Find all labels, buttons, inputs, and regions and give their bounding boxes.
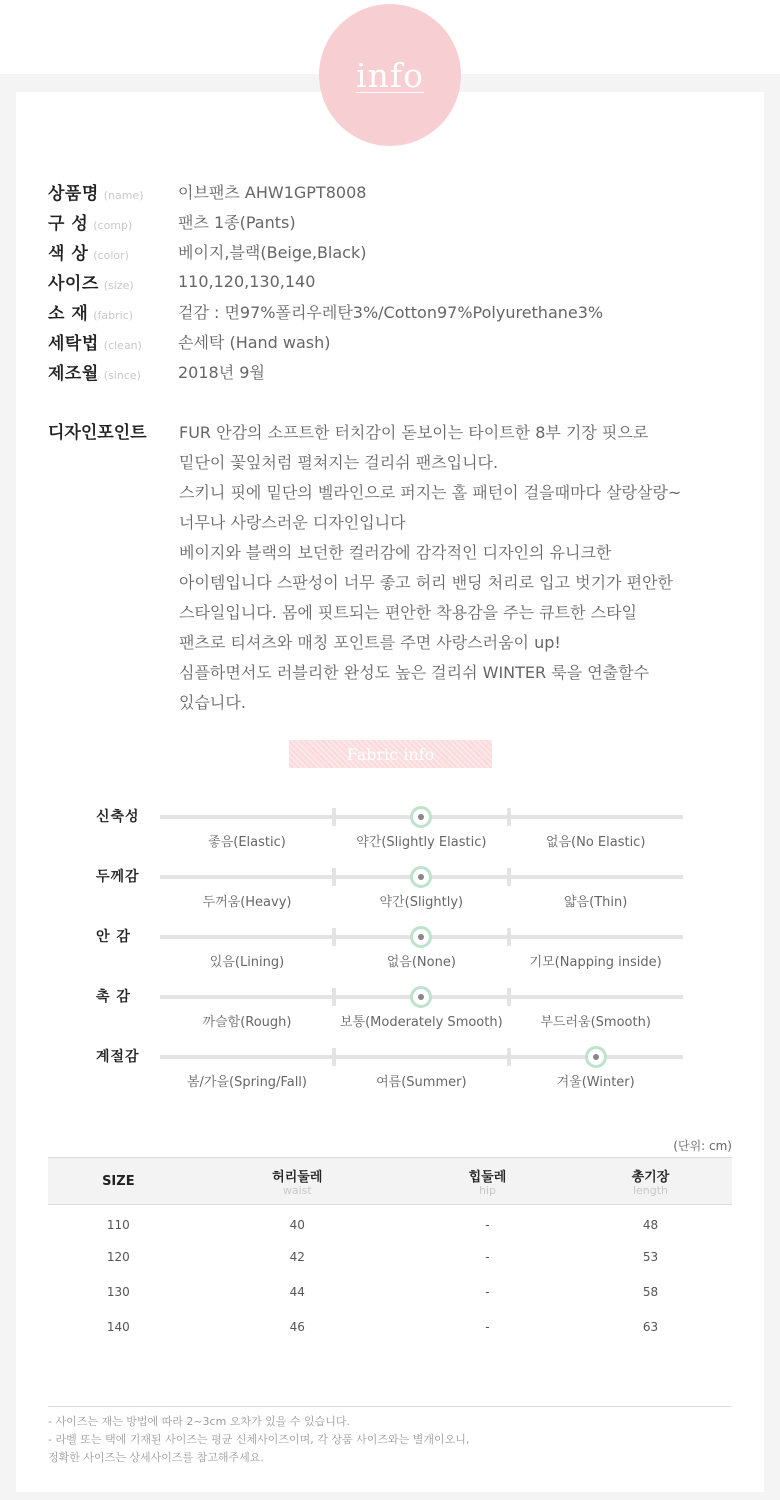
design-point-label: 디자인포인트 xyxy=(48,423,147,443)
spec-row xyxy=(48,326,331,356)
fabric-option: 좋음(Elastic) xyxy=(208,835,286,850)
spec-label xyxy=(48,239,178,264)
design-line: 있습니다. xyxy=(179,693,246,712)
spec-label-en: (since) xyxy=(103,368,141,382)
size-header-ko: 힙둘레 xyxy=(468,1169,507,1185)
fabric-option: 없음(None) xyxy=(386,955,456,970)
table-cell: - xyxy=(485,1320,490,1334)
spec-label xyxy=(48,209,178,234)
size-table-header-cell xyxy=(189,1158,406,1205)
design-line: 스키니 핏에 밑단의 벨라인으로 퍼지는 홀 패턴이 걸을때마다 살랑살랑~ xyxy=(179,483,682,502)
design-line: 스타일입니다. 몸에 핏트되는 편안한 착용감을 주는 큐트한 스타일 xyxy=(179,603,638,622)
table-cell: 42 xyxy=(289,1250,305,1264)
fabric-selected-marker xyxy=(410,866,432,888)
fabric-tick xyxy=(332,1048,336,1066)
fabric-option: 기모(Napping inside) xyxy=(529,955,662,970)
fabric-tick xyxy=(507,928,511,946)
spec-label-en: (fabric) xyxy=(93,308,134,322)
design-line: 아이템입니다 스판성이 너무 좋고 허리 밴딩 처리로 입고 벗기가 편안한 xyxy=(179,573,673,592)
size-note: - 사이즈는 재는 방법에 따라 2~3cm 오차가 있을 수 있습니다. xyxy=(48,1415,351,1428)
spec-value: 팬츠 1종(Pants) xyxy=(178,212,296,232)
table-cell: 40 xyxy=(289,1218,305,1233)
design-line: FUR 안감의 소프트한 터치감이 돋보이는 타이트한 8부 기장 핏으로 xyxy=(179,423,649,442)
fabric-option: 얇음(Thin) xyxy=(564,895,628,910)
size-header-en: waist xyxy=(282,1183,312,1197)
size-header-ko: 허리둘레 xyxy=(272,1169,323,1185)
size-table-header-cell xyxy=(48,1158,189,1205)
spec-label-ko: 색 상 xyxy=(48,243,89,264)
spec-value: 2018년 9월 xyxy=(178,362,265,382)
spec-label xyxy=(48,359,178,384)
spec-label xyxy=(48,269,178,294)
table-cell: 140 xyxy=(106,1320,130,1334)
design-line: 팬츠로 티셔츠와 매칭 포인트를 주면 사랑스러움이 up! xyxy=(179,633,561,652)
table-cell: 53 xyxy=(642,1250,659,1264)
table-cell: 44 xyxy=(289,1285,305,1299)
fabric-row-label: 신축성 xyxy=(96,809,140,825)
fabric-selected-marker xyxy=(410,926,432,948)
spec-value: 베이지,블랙(Beige,Black) xyxy=(178,242,367,262)
size-header-ko: 총기장 xyxy=(631,1169,670,1185)
table-row xyxy=(48,1205,732,1240)
spec-value: 겉감 : 면97%폴리우레탄3%/Cotton97%Polyurethane3% xyxy=(178,302,604,322)
spec-label xyxy=(48,179,178,204)
spec-row xyxy=(48,356,265,386)
spec-label-ko: 세탁법 xyxy=(48,333,99,354)
fabric-option: 두꺼움(Heavy) xyxy=(202,895,292,910)
fabric-selected-marker xyxy=(585,1046,607,1068)
fabric-row xyxy=(0,1049,780,1117)
design-line: 심플하면서도 러블리한 완성도 높은 걸리쉬 WINTER 룩을 연출할수 xyxy=(179,663,650,682)
table-cell: 48 xyxy=(642,1218,659,1233)
fabric-option: 여름(Summer) xyxy=(376,1075,467,1090)
table-row xyxy=(48,1240,732,1275)
fabric-info-title-text: Fabric info xyxy=(346,744,435,764)
fabric-row-label: 촉 감 xyxy=(96,989,131,1005)
size-table-header-cell xyxy=(569,1158,732,1205)
fabric-row-label: 두께감 xyxy=(96,869,140,885)
spec-row xyxy=(48,296,603,326)
fabric-selected-marker xyxy=(410,806,432,828)
spec-value: 110,120,130,140 xyxy=(178,271,316,291)
fabric-tick xyxy=(332,988,336,1006)
size-header-en: hip xyxy=(478,1183,496,1197)
fabric-option: 부드러움(Smooth) xyxy=(540,1015,651,1030)
spec-label-ko: 상품명 xyxy=(48,183,99,204)
design-point-text xyxy=(179,418,769,718)
size-header-ko: SIZE xyxy=(102,1173,135,1189)
spec-label-ko: 제조월 xyxy=(48,363,99,384)
spec-label-en: (size) xyxy=(103,278,134,292)
fabric-tick xyxy=(507,808,511,826)
size-unit: (단위: cm) xyxy=(673,1139,732,1153)
spec-row xyxy=(48,176,366,206)
table-cell: - xyxy=(485,1218,490,1233)
spec-label-en: (comp) xyxy=(93,218,133,232)
spec-row xyxy=(48,266,315,296)
size-table-header-cell xyxy=(406,1158,569,1205)
fabric-option: 봄/가을(Spring/Fall) xyxy=(186,1075,307,1090)
spec-label-en: (clean) xyxy=(103,338,142,352)
spec-label-en: (color) xyxy=(93,248,129,262)
table-row xyxy=(48,1275,732,1310)
fabric-row-label: 안 감 xyxy=(96,929,131,945)
info-badge xyxy=(319,4,461,146)
size-note: 정확한 사이즈는 상세사이즈를 참고해주세요. xyxy=(48,1451,264,1464)
table-cell: 46 xyxy=(289,1320,305,1334)
spec-row xyxy=(48,206,296,236)
fabric-option: 겨울(Winter) xyxy=(556,1075,635,1090)
spec-label xyxy=(48,299,178,324)
fabric-option: 있음(Lining) xyxy=(209,955,285,970)
spec-row xyxy=(48,236,367,266)
spec-value: 이브팬츠 AHW1GPT8008 xyxy=(178,182,367,202)
table-cell: 130 xyxy=(106,1285,130,1299)
design-line: 베이지와 블랙의 보던한 컬러감에 감각적인 디자인의 유니크한 xyxy=(179,543,612,562)
spec-label-en: (name) xyxy=(103,188,144,202)
info-title: info xyxy=(356,55,424,95)
fabric-row-label: 계절감 xyxy=(96,1049,140,1065)
size-table-header xyxy=(48,1158,732,1205)
spec-label-ko: 구 성 xyxy=(48,213,89,234)
fabric-option: 까슬함(Rough) xyxy=(202,1015,292,1030)
fabric-option: 약간(Slightly) xyxy=(379,895,464,910)
fabric-info-title xyxy=(289,740,492,768)
spec-label xyxy=(48,329,178,354)
size-note: - 라벨 또는 택에 기재된 사이즈는 평균 신체사이즈이며, 각 상품 사이즈와는 별개이오니, xyxy=(48,1433,470,1446)
fabric-tick xyxy=(332,868,336,886)
fabric-tick xyxy=(507,988,511,1006)
spec-label-ko: 사이즈 xyxy=(48,273,99,294)
table-row xyxy=(48,1310,732,1345)
fabric-tick xyxy=(507,1048,511,1066)
fabric-tick xyxy=(507,868,511,886)
table-cell: 110 xyxy=(106,1218,130,1233)
spec-value: 손세탁 (Hand wash) xyxy=(178,332,331,352)
table-cell: - xyxy=(485,1250,490,1264)
fabric-tick xyxy=(332,808,336,826)
table-cell: 63 xyxy=(642,1320,659,1334)
size-table xyxy=(48,1157,732,1345)
fabric-selected-marker xyxy=(410,986,432,1008)
fabric-option: 보통(Moderately Smooth) xyxy=(339,1015,503,1030)
design-line: 너무나 사랑스러운 디자인입니다 xyxy=(179,513,406,532)
table-cell: 120 xyxy=(106,1250,130,1264)
fabric-option: 없음(No Elastic) xyxy=(545,835,646,850)
size-header-en: length xyxy=(632,1183,668,1197)
table-cell: 58 xyxy=(642,1285,659,1299)
table-cell: - xyxy=(485,1285,490,1299)
fabric-tick xyxy=(332,928,336,946)
size-notes xyxy=(48,1406,732,1467)
spec-label-ko: 소 재 xyxy=(48,303,89,324)
fabric-option: 약간(Slightly Elastic) xyxy=(356,835,487,850)
design-line: 밑단이 꽃잎처럼 펼쳐지는 걸리쉬 팬츠입니다. xyxy=(179,453,499,472)
